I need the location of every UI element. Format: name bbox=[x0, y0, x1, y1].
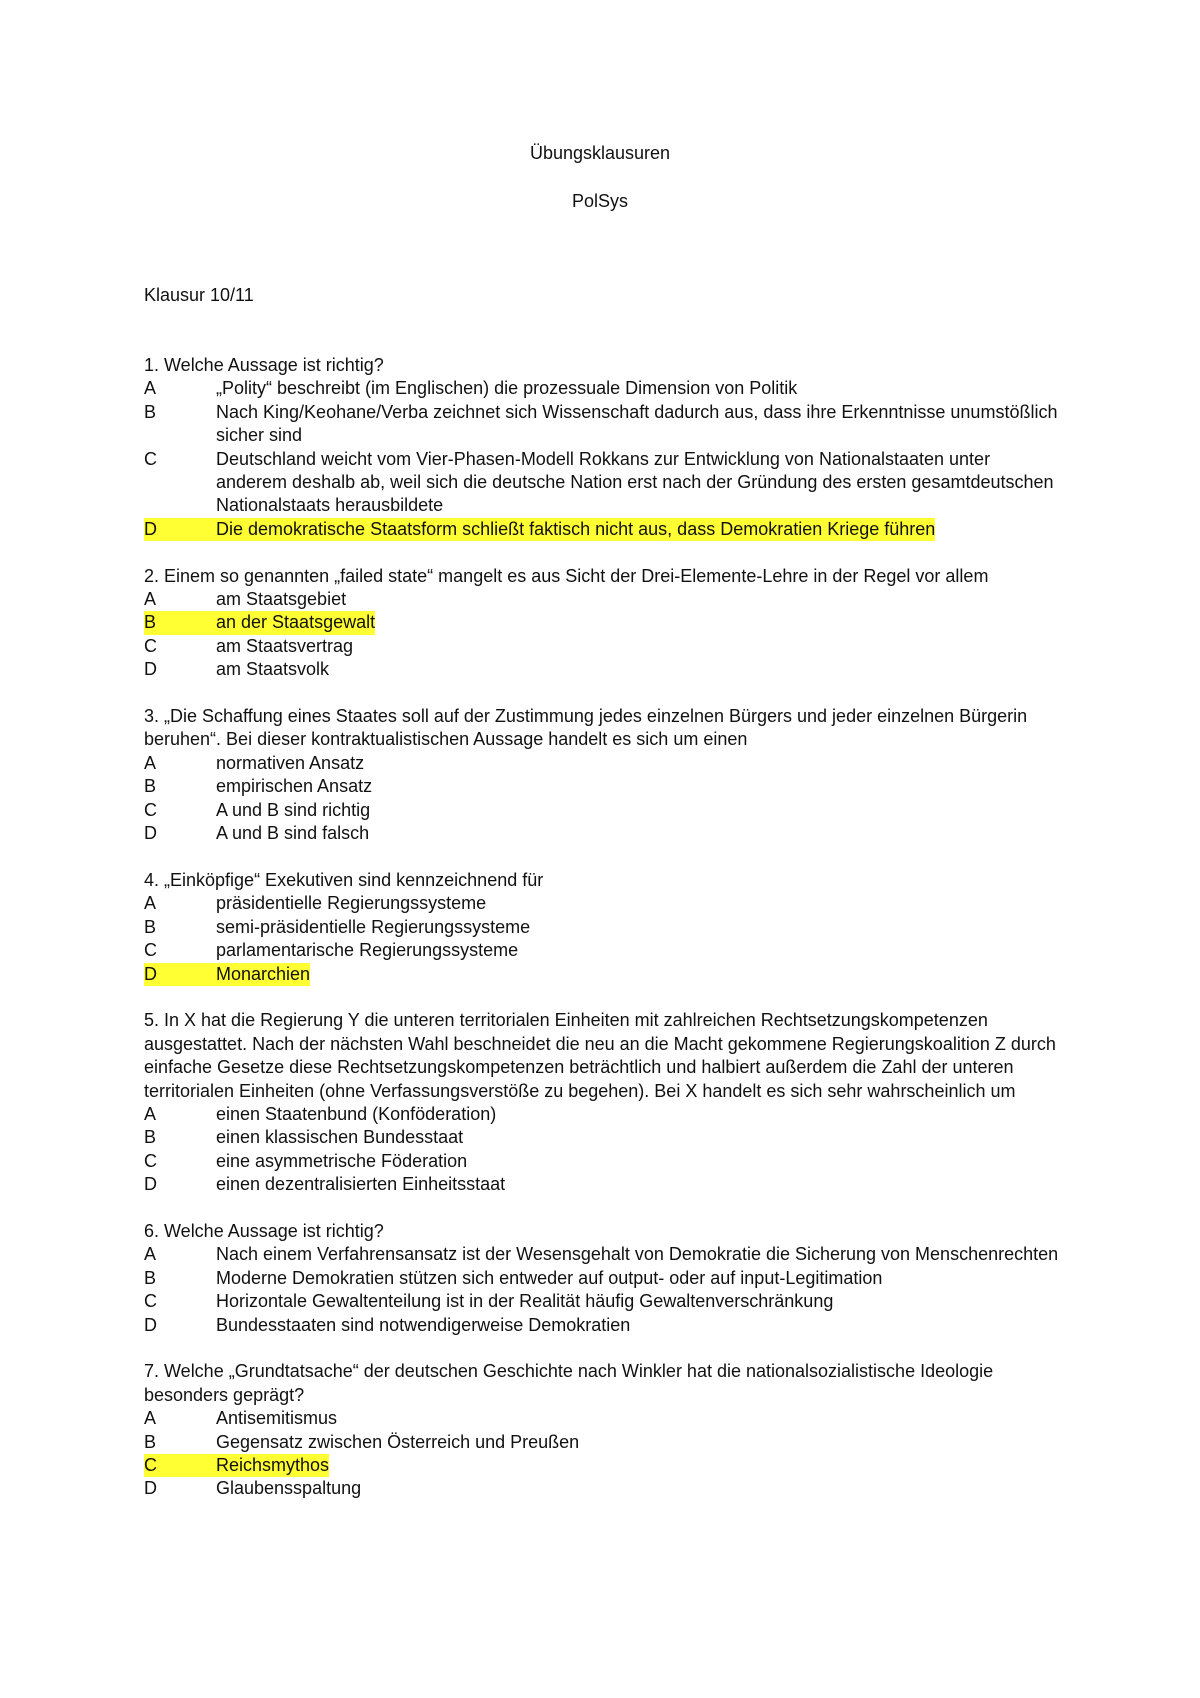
question-text: 1. Welche Aussage ist richtig? bbox=[144, 355, 384, 375]
answer-option bbox=[144, 1126, 1064, 1149]
option-letter: B bbox=[144, 916, 157, 937]
option-text: A und B sind richtig bbox=[216, 799, 371, 820]
option-letter: C bbox=[144, 1150, 157, 1171]
answer-option bbox=[144, 752, 1064, 775]
answer-option bbox=[144, 1314, 1064, 1337]
option-letter: B bbox=[144, 1267, 157, 1288]
option-text: Horizontale Gewaltenteilung ist in der Realität häufig Gewaltenverschränkung bbox=[216, 1291, 834, 1312]
option-text: eine asymmetrische Föderation bbox=[216, 1150, 468, 1171]
answer-option bbox=[144, 1431, 1064, 1454]
option-letter: C bbox=[144, 799, 157, 820]
answer-option bbox=[144, 588, 1064, 611]
option-text: normativen Ansatz bbox=[216, 752, 365, 773]
option-text: „Polity“ beschreibt (im Englischen) die prozessuale Dimension von Politik bbox=[216, 378, 798, 399]
answer-option bbox=[144, 1173, 1064, 1196]
option-text: Deutschland weicht vom Vier-Phasen-Modell Rokkans zur Entwicklung von Nationalstaaten unter anderem deshalb ab, weil sich die deutsche Nation erst nach der Gründung des ersten gesamtdeutschen Nationalstaats herausbildete bbox=[216, 448, 1054, 516]
option-text: am Staatsvertrag bbox=[216, 635, 354, 656]
answer-option bbox=[144, 799, 1064, 822]
option-letter: A bbox=[144, 893, 157, 914]
option-text: Gegensatz zwischen Österreich und Preußen bbox=[216, 1431, 580, 1452]
option-letter: C bbox=[144, 1291, 157, 1312]
question-7 bbox=[144, 1360, 1064, 1500]
answer-option bbox=[144, 822, 1064, 845]
option-letter: D bbox=[144, 1314, 157, 1335]
option-text: empirischen Ansatz bbox=[216, 776, 373, 797]
answer-option bbox=[144, 1407, 1064, 1430]
question-2 bbox=[144, 565, 1064, 682]
question-5 bbox=[144, 1009, 1064, 1196]
answer-option bbox=[144, 1267, 1064, 1290]
answer-option bbox=[144, 635, 1064, 658]
answer-option bbox=[144, 1103, 1064, 1126]
option-letter: D bbox=[144, 823, 157, 844]
answer-option-correct bbox=[144, 611, 1064, 634]
option-letter: B bbox=[144, 1431, 157, 1452]
exam-label: Klausur 10/11 bbox=[144, 285, 254, 305]
answer-option bbox=[144, 1290, 1064, 1313]
option-letter: A bbox=[144, 1408, 157, 1429]
option-letter: D bbox=[144, 518, 157, 539]
option-text: Die demokratische Staatsform schließt faktisch nicht aus, dass Demokratien Kriege führen bbox=[216, 518, 936, 539]
answer-option bbox=[144, 377, 1064, 400]
option-text: präsidentielle Regierungssysteme bbox=[216, 893, 487, 914]
answer-option bbox=[144, 939, 1064, 962]
answer-option bbox=[144, 448, 1064, 518]
question-3 bbox=[144, 705, 1064, 845]
question-text: 5. In X hat die Regierung Y die unteren territorialen Einheiten mit zahlreichen Rechtsetzungskompetenzen ausgestattet. Nach der nächsten Wahl beschneidet die neu an die Macht gekommene Regierungskoalition Z durch einfache Gesetze diese Rechtsetzungskompetenzen beträchtlich und halbiert außerdem die Zahl der unteren territorialen Einheiten (ohne Verfassungsverstöße zu begehen). Bei X handelt es sich sehr wahrscheinlich um bbox=[144, 1010, 1056, 1101]
option-letter: C bbox=[144, 940, 157, 961]
answer-option-correct bbox=[144, 518, 1064, 541]
option-letter: B bbox=[144, 612, 157, 633]
option-text: am Staatsgebiet bbox=[216, 589, 347, 610]
option-text: am Staatsvolk bbox=[216, 659, 330, 680]
answer-option bbox=[144, 658, 1064, 681]
option-letter: A bbox=[144, 589, 157, 610]
option-text: Monarchien bbox=[216, 963, 311, 984]
option-text: Reichsmythos bbox=[216, 1455, 330, 1475]
question-4 bbox=[144, 869, 1064, 986]
option-letter: B bbox=[144, 401, 157, 422]
question-text: 4. „Einköpfige“ Exekutiven sind kennzeichnend für bbox=[144, 869, 544, 890]
option-text: Glaubensspaltung bbox=[216, 1478, 362, 1499]
option-letter: C bbox=[144, 635, 157, 656]
answer-option bbox=[144, 1150, 1064, 1173]
option-letter: A bbox=[144, 1244, 157, 1265]
question-text: 3. „Die Schaffung eines Staates soll auf der Zustimmung jedes einzelnen Bürgers und jeder einzelnen Bürgerin beruhen“. Bei dieser kontraktualistischen Aussage handelt es sich um einen bbox=[144, 706, 1028, 750]
answer-option-correct bbox=[144, 963, 1064, 986]
document-title: Übungsklausuren bbox=[529, 143, 671, 163]
question-6 bbox=[144, 1220, 1064, 1337]
option-text: an der Staatsgewalt bbox=[216, 612, 376, 633]
option-letter: A bbox=[144, 378, 157, 399]
option-letter: A bbox=[144, 752, 157, 773]
option-letter: D bbox=[144, 1478, 157, 1499]
question-1 bbox=[144, 354, 1064, 541]
option-text: Nach einem Verfahrensansatz ist der Wesensgehalt von Demokratie die Sicherung von Menschenrechten bbox=[216, 1244, 1059, 1265]
option-letter: C bbox=[144, 1455, 157, 1475]
option-letter: D bbox=[144, 963, 157, 984]
question-list bbox=[144, 354, 1064, 1524]
option-text: semi-präsidentielle Regierungssysteme bbox=[216, 916, 531, 937]
option-letter: B bbox=[144, 776, 157, 797]
option-text: parlamentarische Regierungssysteme bbox=[216, 940, 519, 961]
question-text: 7. Welche „Grundtatsache“ der deutschen Geschichte nach Winkler hat die nationalsozialistische Ideologie besonders geprägt? bbox=[144, 1361, 994, 1405]
answer-option bbox=[144, 1477, 1064, 1500]
answer-option bbox=[144, 892, 1064, 915]
option-letter: D bbox=[144, 1174, 157, 1195]
option-text: Bundesstaaten sind notwendigerweise Demokratien bbox=[216, 1314, 631, 1335]
document-subtitle: PolSys bbox=[571, 191, 629, 211]
question-text: 6. Welche Aussage ist richtig? bbox=[144, 1220, 384, 1241]
answer-option bbox=[144, 1243, 1064, 1266]
option-text: einen klassischen Bundesstaat bbox=[216, 1127, 464, 1148]
option-letter: C bbox=[144, 448, 157, 469]
option-text: einen dezentralisierten Einheitsstaat bbox=[216, 1174, 506, 1195]
option-letter: D bbox=[144, 659, 157, 680]
option-letter: B bbox=[144, 1127, 157, 1148]
answer-option-correct bbox=[144, 1454, 1064, 1477]
answer-option bbox=[144, 775, 1064, 798]
option-text: A und B sind falsch bbox=[216, 823, 370, 844]
answer-option bbox=[144, 916, 1064, 939]
question-text: 2. Einem so genannten „failed state“ mangelt es aus Sicht der Drei-Elemente-Lehre in der Regel vor allem bbox=[144, 565, 989, 586]
option-text: Antisemitismus bbox=[216, 1408, 338, 1429]
option-text: Moderne Demokratien stützen sich entweder auf output- oder auf input-Legitimation bbox=[216, 1267, 883, 1288]
option-text: Nach King/Keohane/Verba zeichnet sich Wissenschaft dadurch aus, dass ihre Erkenntnisse unumstößlich sicher sind bbox=[216, 401, 1058, 446]
option-text: einen Staatenbund (Konföderation) bbox=[216, 1103, 497, 1124]
option-letter: A bbox=[144, 1103, 157, 1124]
answer-option bbox=[144, 401, 1064, 448]
